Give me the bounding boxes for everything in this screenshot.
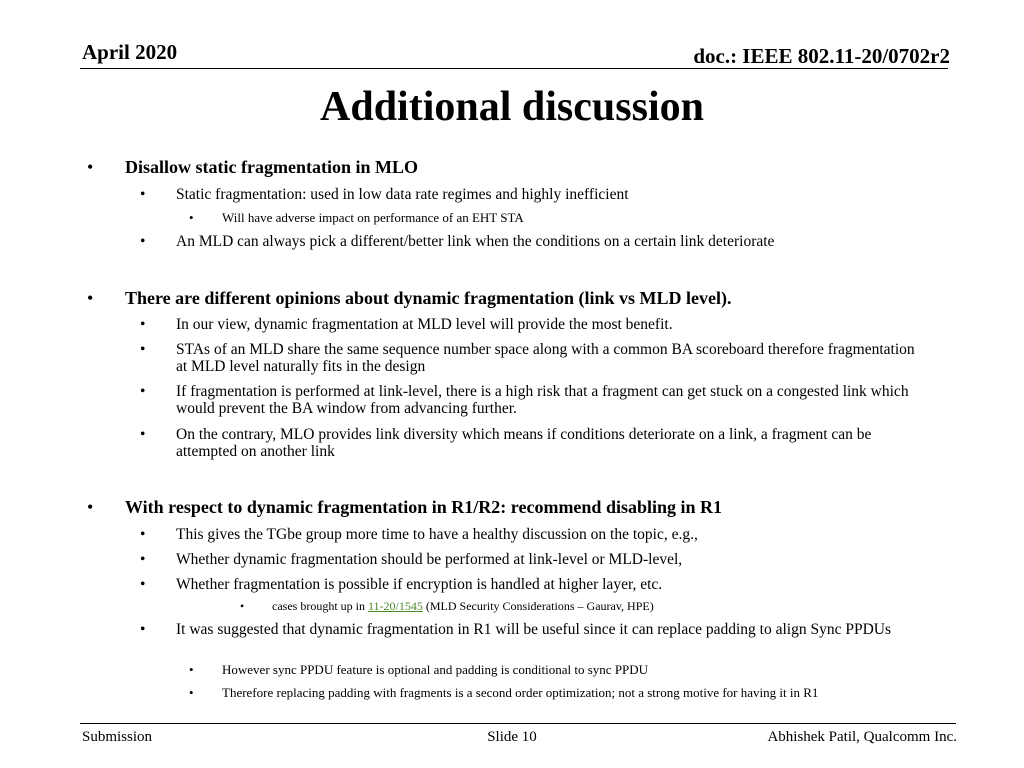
subbullet: [140, 186, 916, 203]
bullet-text: In our view, dynamic fragmentation at MLD level will provide the most benefit.: [176, 316, 673, 333]
bullet-text: If fragmentation is performed at link-level, there is a high risk that a fragment can get stuck on a congested link which would prevent the BA window from advancing further.: [176, 383, 909, 417]
footer-slide-number: Slide 10: [487, 729, 537, 745]
header-date: April 2020: [82, 40, 178, 64]
subbullet: [140, 551, 916, 568]
bullet-dot: •: [140, 426, 146, 443]
bullet-text: On the contrary, MLO provides link diversity which means if conditions deteriorate on a link, a fragment can be attempted on another link: [176, 426, 872, 460]
subsubbullet: [189, 210, 962, 226]
subsubsubbullet: [240, 599, 972, 614]
subbullet: [140, 426, 916, 460]
bullet-dot: •: [189, 210, 194, 225]
subbullet: [140, 526, 916, 543]
bullet-text: Whether dynamic fragmentation should be performed at link-level or MLD-level,: [176, 551, 683, 568]
bullet-dot: •: [140, 576, 146, 593]
subbullet: [140, 233, 916, 250]
bullet-dot: •: [240, 599, 245, 613]
bullet-text: This gives the TGbe group more time to have a healthy discussion on the topic, e.g.,: [176, 526, 698, 543]
subbullet: [140, 341, 916, 375]
subsubbullet: [189, 685, 962, 701]
bullet-text: With respect to dynamic fragmentation in R1/R2: recommend disabling in R1: [125, 497, 722, 517]
footer-divider: [80, 723, 956, 724]
bullet-text-suffix: (MLD Security Considerations – Gaurav, HPE): [422, 599, 654, 613]
bullet-dot: •: [140, 316, 146, 333]
bullet-text: STAs of an MLD share the same sequence number space along with a common BA scoreboard therefore fragmentation at MLD level naturally fits in the design: [176, 341, 915, 375]
bullet-text: It was suggested that dynamic fragmentation in R1 will be useful since it can replace padding to align Sync PPDUs: [176, 621, 891, 638]
bullet-dot: •: [140, 551, 146, 568]
subsubbullet: [189, 662, 962, 678]
bullet-text-prefix: cases brought up in: [272, 599, 368, 613]
bullet-text: Will have adverse impact on performance of an EHT STA: [222, 210, 524, 225]
bullet-text: There are different opinions about dynamic fragmentation (link vs MLD level).: [125, 288, 732, 308]
bullet-dot: •: [189, 685, 194, 700]
bullet-dot: •: [140, 621, 146, 638]
bullet-disallow-static: [87, 157, 925, 178]
bullet-dynamic-opinions: [87, 288, 925, 309]
subbullet: [140, 383, 916, 417]
footer-author: Abhishek Patil, Qualcomm Inc.: [767, 729, 957, 745]
subbullet: [140, 621, 916, 638]
footer-submission: Submission: [82, 729, 153, 745]
bullet-dot: •: [189, 662, 194, 677]
header-doc-number: doc.: IEEE 802.11-20/0702r2: [693, 44, 950, 68]
bullet-text: An MLD can always pick a different/better link when the conditions on a certain link deteriorate: [176, 233, 775, 250]
bullet-dot: •: [140, 383, 146, 400]
slide-title: Additional discussion: [320, 84, 704, 130]
bullet-text: Therefore replacing padding with fragments is a second order optimization; not a strong motive for having it in R1: [222, 685, 819, 700]
bullet-dot: •: [140, 526, 146, 543]
bullet-r1-r2-recommendation: [87, 497, 925, 518]
subbullet: [140, 316, 916, 333]
subbullet: [140, 576, 916, 593]
bullet-dot: •: [140, 186, 146, 203]
bullet-text: Disallow static fragmentation in MLO: [125, 157, 418, 177]
bullet-text: However sync PPDU feature is optional and padding is conditional to sync PPDU: [222, 662, 649, 677]
bullet-text: Static fragmentation: used in low data rate regimes and highly inefficient: [176, 186, 629, 203]
bullet-dot: •: [87, 157, 94, 177]
bullet-dot: •: [87, 497, 94, 517]
bullet-dot: •: [140, 341, 146, 358]
bullet-dot: •: [140, 233, 146, 250]
bullet-dot: •: [87, 288, 94, 308]
document-link-11-20-1545[interactable]: 11-20/1545: [367, 599, 423, 613]
bullet-text: Whether fragmentation is possible if encryption is handled at higher layer, etc.: [176, 576, 663, 593]
